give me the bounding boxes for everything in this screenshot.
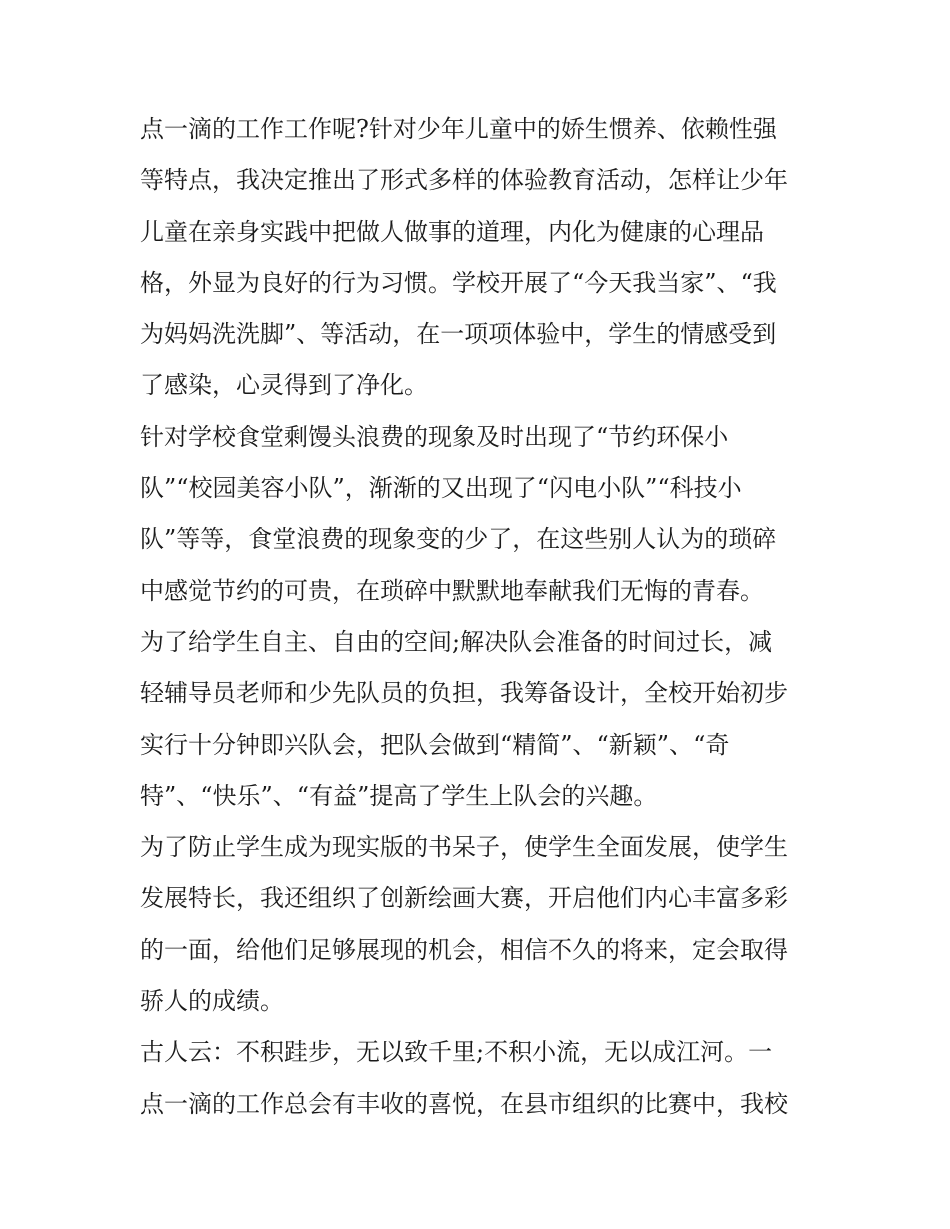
text-line: 了感染，心灵得到了净化。 <box>140 371 428 400</box>
text-line: 队”等等，食堂浪费的现象变的少了，在这些别人认为的琐碎 <box>140 525 777 554</box>
text-line: 为了防止学生成为现实版的书呆子，使学生全面发展，使学生 <box>140 833 788 862</box>
text-line: 为了给学生自主、自由的空间;解决队会准备的时间过长，减 <box>140 627 773 656</box>
text-line: 的一面，给他们足够展现的机会，相信不久的将来，定会取得 <box>140 935 788 964</box>
text-line: 实行十分钟即兴队会，把队会做到“精简”、“新颖”、“奇 <box>140 730 730 759</box>
text-line: 点一滴的工作工作呢?针对少年儿童中的娇生惯养、依赖性强 <box>140 115 777 143</box>
text-line: 发展特长，我还组织了创新绘画大赛，开启他们内心丰富多彩 <box>140 884 788 913</box>
text-line: 等特点，我决定推出了形式多样的体验教育活动，怎样让少年 <box>140 166 788 195</box>
text-line: 古人云：不积跬步，无以致千里;不积小流，无以成江河。一 <box>140 1038 773 1067</box>
text-line: 为妈妈洗洗脚”、等活动，在一项项体验中，学生的情感受到 <box>140 320 777 349</box>
text-line: 格，外显为良好的行为习惯。学校开展了“今天我当家”、“我 <box>140 268 777 297</box>
text-line: 针对学校食堂剩馒头浪费的现象及时出现了“节约环保小 <box>140 422 729 451</box>
document-body <box>140 104 830 1130</box>
text-line: 点一滴的工作总会有丰收的喜悦，在县市组织的比赛中，我校 <box>140 1089 788 1118</box>
text-line: 儿童在亲身实践中把做人做事的道理，内化为健康的心理品 <box>140 217 764 246</box>
text-line: 轻辅导员老师和少先队员的负担，我筹备设计，全校开始初步 <box>140 679 788 708</box>
text-line: 中感觉节约的可贵，在琐碎中默默地奉献我们无悔的青春。 <box>140 576 764 605</box>
text-line: 队”“校园美容小队”，渐渐的又出现了“闪电小队”“科技小 <box>140 474 742 503</box>
text-line: 骄人的成绩。 <box>140 987 284 1016</box>
text-line: 特”、“快乐”、“有益”提高了学生上队会的兴趣。 <box>140 781 658 810</box>
